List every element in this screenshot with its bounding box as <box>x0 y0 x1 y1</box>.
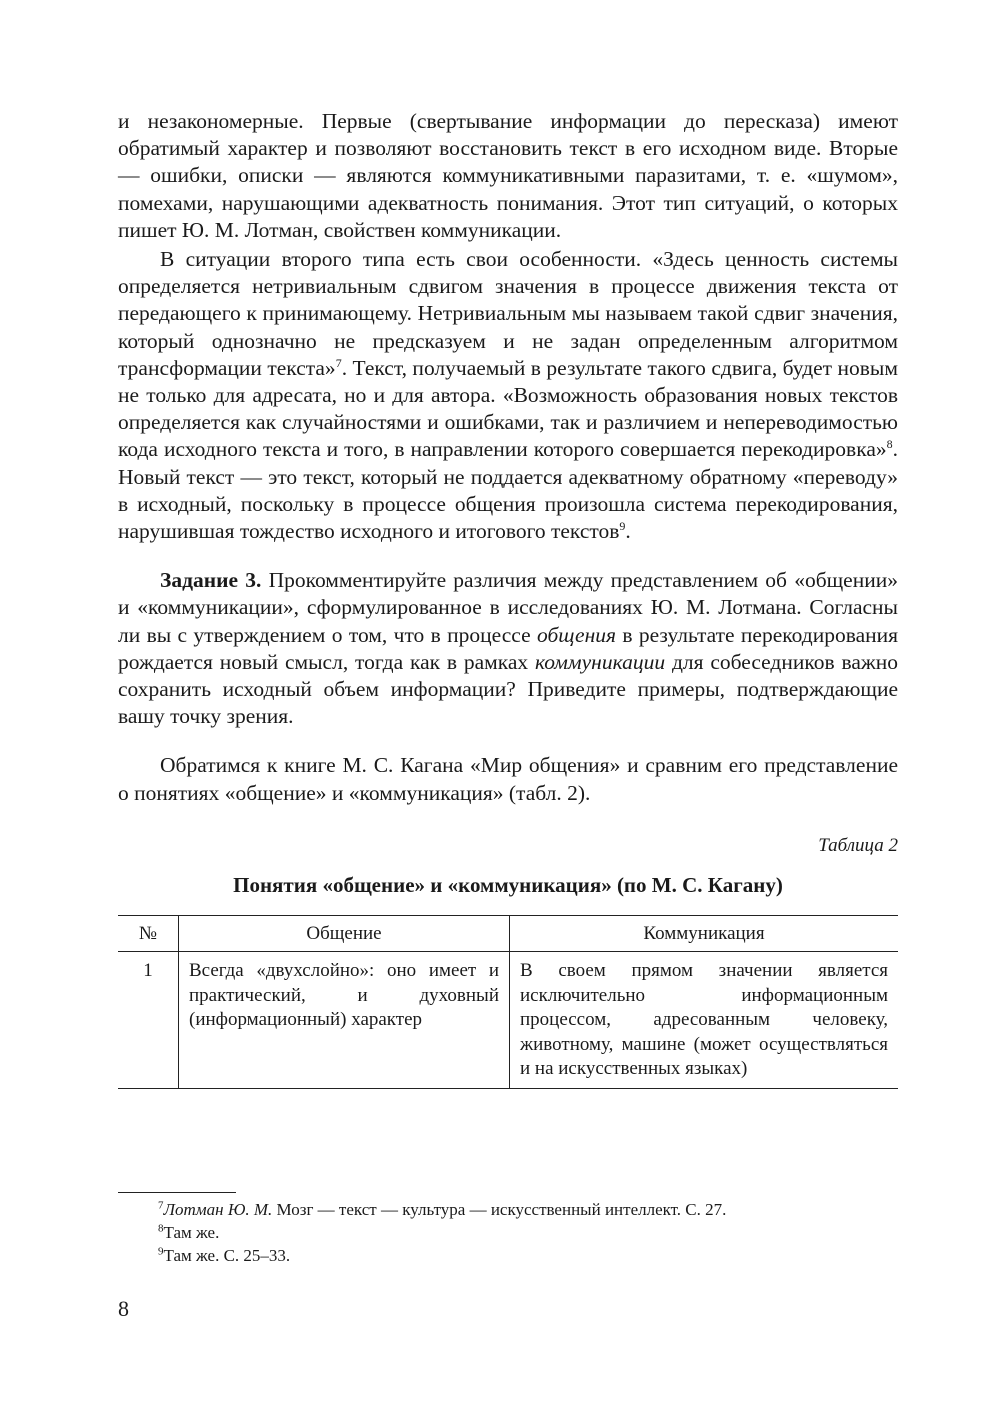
paragraph-2-part-c: . Новый текст — это текст, который не поддается адекватному обратному «переводу» в исходный, поскольку в процессе общения произошла система перекодирования, нарушившая тождество исходного и итогового текстов <box>118 437 898 544</box>
footnote-number: 7 <box>158 1199 164 1212</box>
task-3-emphasis-obshchenie: общения <box>537 622 617 647</box>
footnote-text: Там же. С. 25–33. <box>163 1246 291 1265</box>
footnote-divider <box>118 1192 236 1193</box>
task-3-text-c: для собеседников важно сохранить исходный объем информации? Приведите примеры, подтверждающие вашу точку зрения. <box>118 649 898 729</box>
cell-number: 1 <box>118 952 179 1089</box>
footnotes <box>118 1192 898 1267</box>
footnote-number: 8 <box>158 1222 164 1235</box>
footnote-ref-7[interactable]: 7 <box>335 355 342 370</box>
footnote-9 <box>118 1244 898 1267</box>
cell-obshchenie: Всегда «двухслойно»: оно имеет и практический, и духовный (информационный) характер <box>179 952 510 1089</box>
footnote-text: Мозг — текст — культура — искусственный интеллект. С. 27. <box>272 1200 727 1219</box>
task-3-emphasis-kommunikatsiya: коммуникации <box>535 649 666 674</box>
footnote-text: Там же. <box>163 1223 220 1242</box>
table-label: Таблица 2 <box>818 834 898 856</box>
footnote-ref-8[interactable]: 8 <box>886 437 893 452</box>
page-number: 8 <box>118 1296 129 1321</box>
footnote-ref-9[interactable]: 9 <box>619 518 626 533</box>
paragraph-1: и незакономерные. Первые (свертывание информации до пересказа) имеют обратимый характер и позволяют восстановить текст в его исходном виде. Вторые — ошибки, описки — являются коммуникативными паразитами, т. е. «шумом», помехами, нарушающими адекватность понимания. Этот тип ситуаций, о которых пишет Ю. М. Лотман, свойствен коммуникации. <box>118 109 898 242</box>
task-3-text-b: в результате перекодирования рождается новый смысл, тогда как в рамках <box>118 622 899 674</box>
footnote-author: Лотман Ю. М. <box>163 1200 273 1219</box>
paragraph-3: Обратимся к книге М. С. Кагана «Мир общения» и сравним его представление о понятиях «общение» и «коммуникация» (табл. 2). <box>118 753 898 805</box>
table-title: Понятия «общение» и «коммуникация» (по М. С. Кагану) <box>233 872 783 897</box>
table-header-row <box>118 915 898 952</box>
task-3-label: Задание 3. <box>160 568 262 593</box>
footnote-8 <box>118 1221 898 1244</box>
paragraph-2-part-b: . Текст, получаемый в результате такого сдвига, будет новым не только для адресата, но и для автора. «Возможность образования новых текстов определяется как случайностями и ошибками, так и различием и непереводимостью кода исходного текста и того, в направлении которого совершается перекодировка» <box>118 355 898 462</box>
header-obshchenie: Общение <box>179 915 510 952</box>
paragraph-2 <box>118 246 898 545</box>
footnote-number: 9 <box>158 1245 164 1258</box>
footnote-7 <box>118 1198 898 1221</box>
task-3-paragraph <box>118 567 898 730</box>
page-body <box>118 108 898 1089</box>
task-3-text-a: Прокомментируйте различия между представлением об «общении» и «коммуникации», сформулированное в исследованиях Ю. М. Лотмана. Согласны ли вы с утверждением о том, что в процессе <box>118 568 898 647</box>
comparison-table <box>118 915 898 1089</box>
paragraph-2-part-d: . <box>625 519 631 544</box>
paragraph-2-part-a: В ситуации второго типа есть свои особенности. «Здесь ценность системы определяется нетривиальным сдвигом значения в процессе движения текста от передающего к принимающему. Нетривиальным мы называем такой сдвиг значения, который однозначно не предсказуем и не задан определенным алгоритмом трансформации текста» <box>118 247 898 380</box>
header-kommunikatsiya: Коммуникация <box>510 915 899 952</box>
cell-kommunikatsiya: В своем прямом значении является исключительно информационным процессом, адресованным человеку, животному, машине (может осуществляться и на искусственных языках) <box>510 952 899 1089</box>
table-row <box>118 952 898 1089</box>
header-number: № <box>118 915 179 952</box>
